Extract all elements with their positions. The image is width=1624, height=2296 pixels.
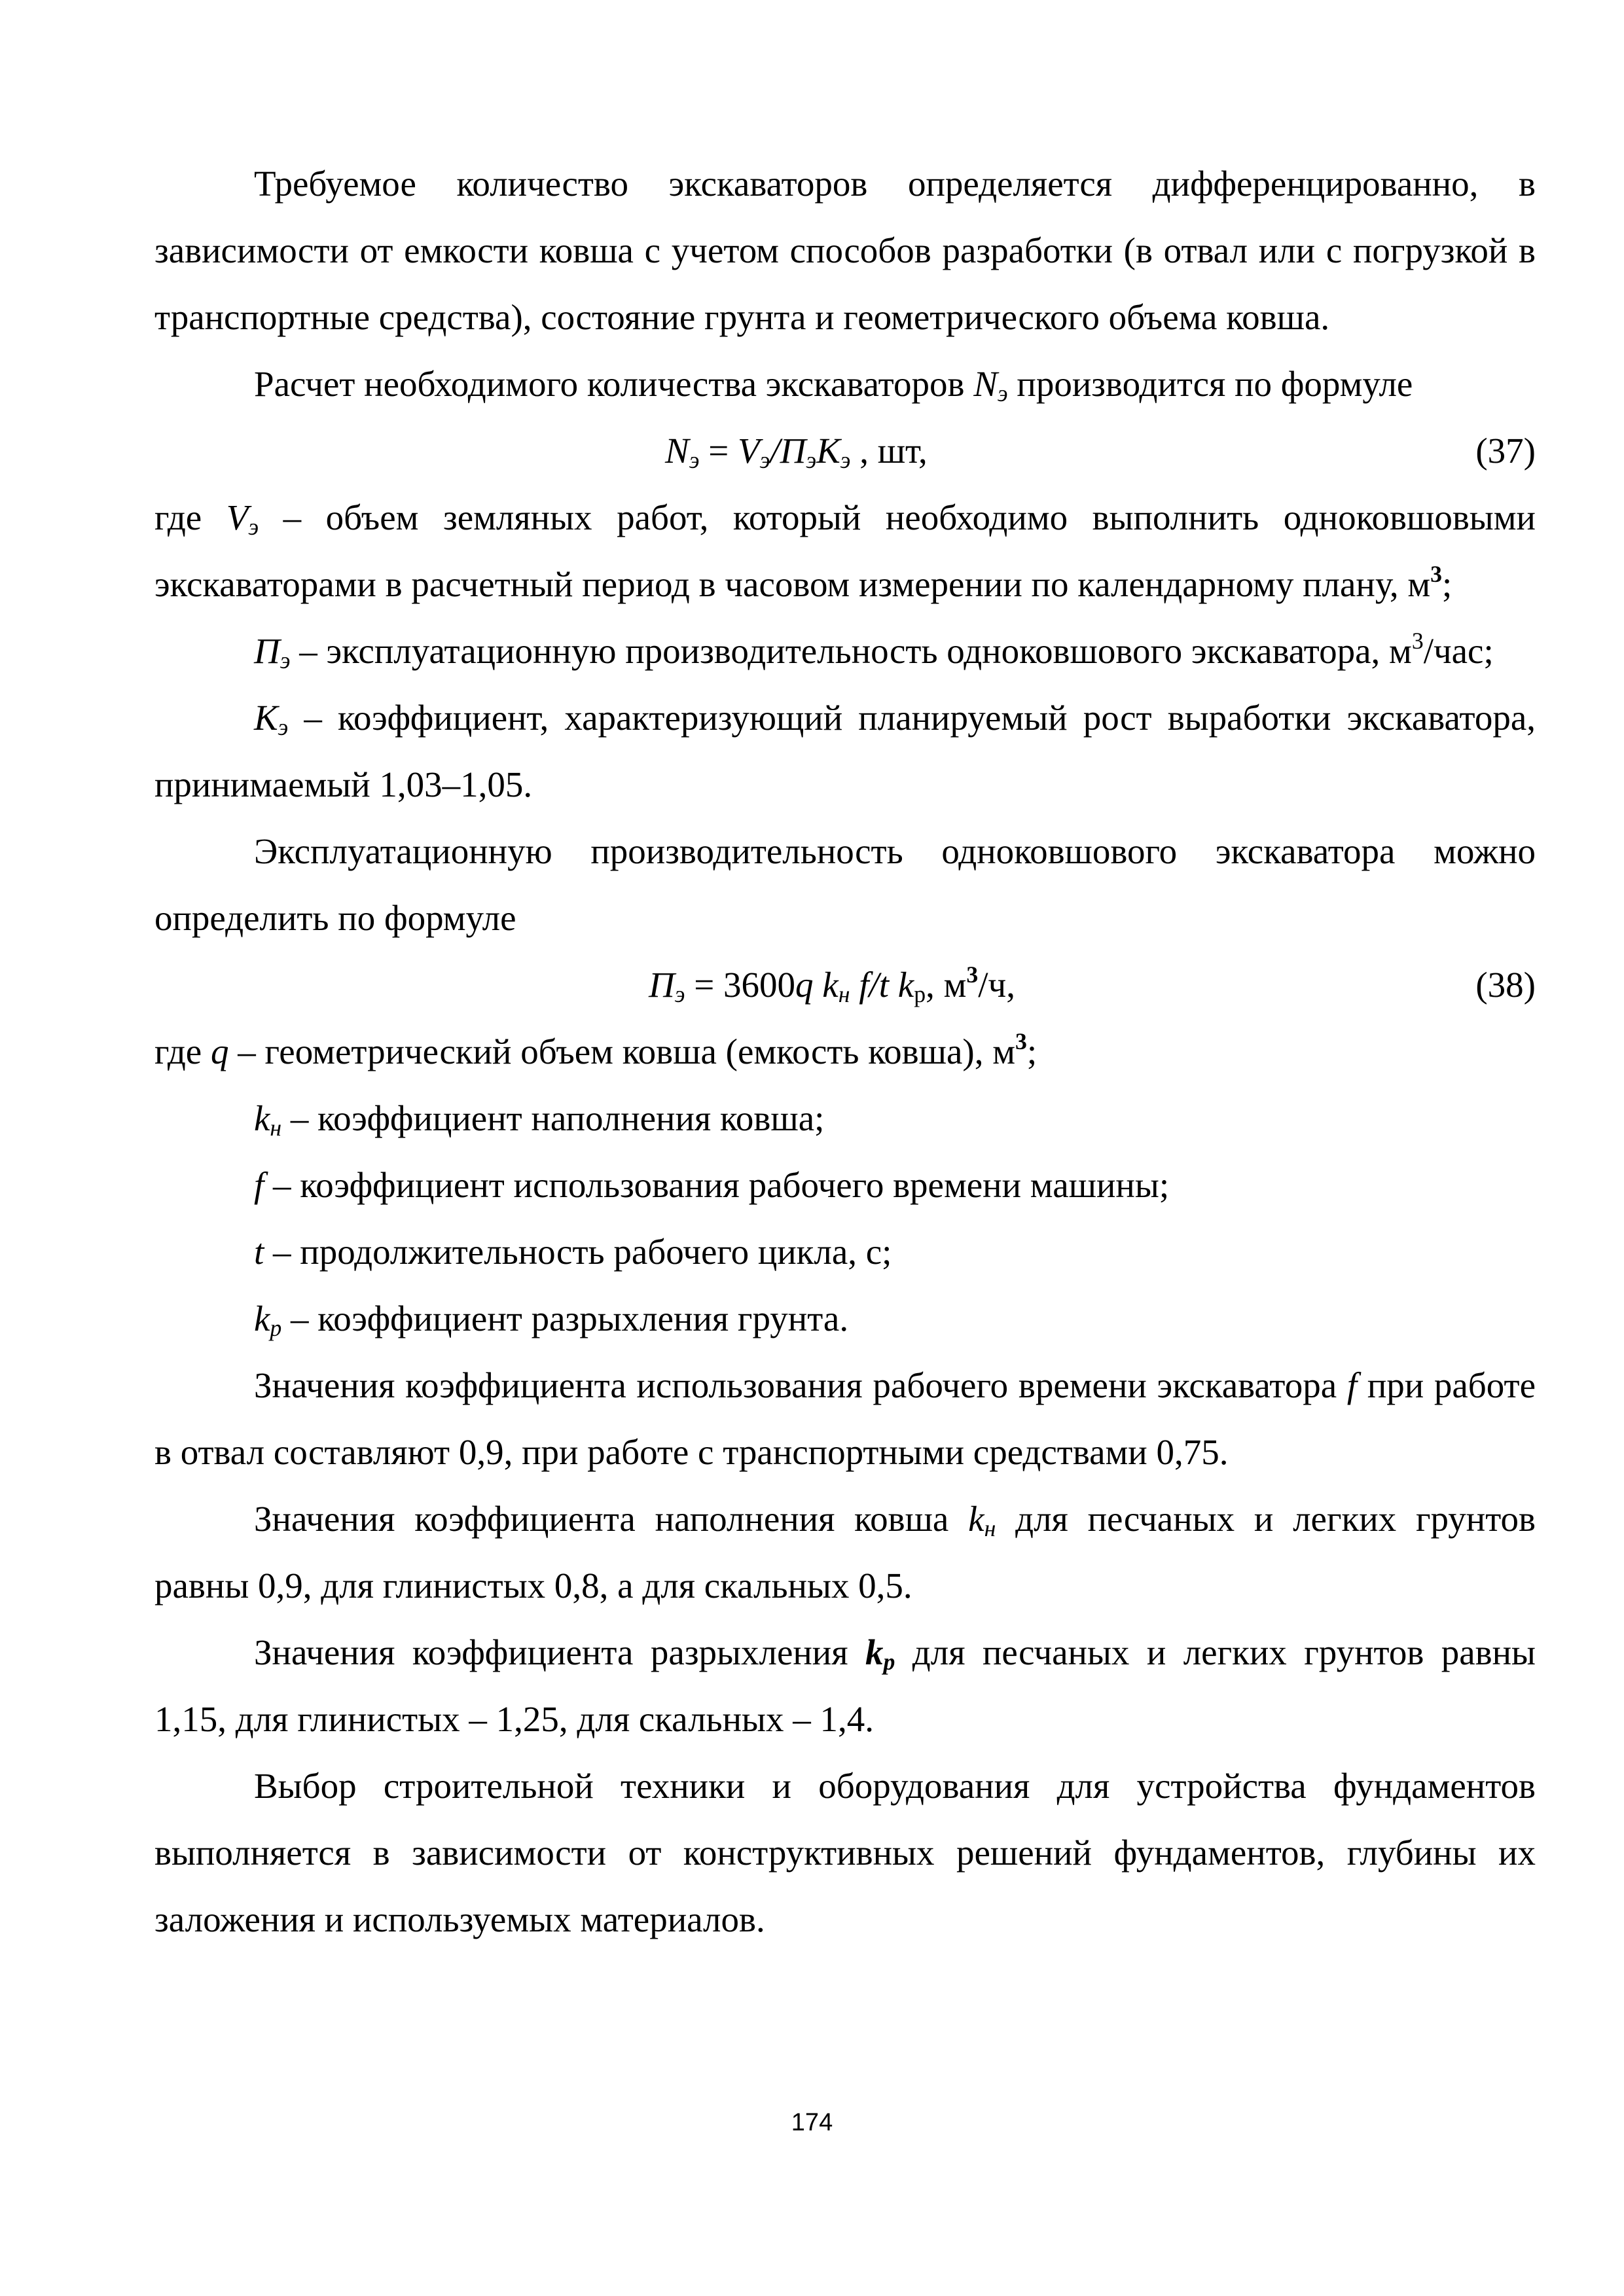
- definition-bucket-volume: где q – геометрический объем ковша (емкость ковша), $м^3$;: [154, 1028, 1038, 1071]
- formula-38: [154, 952, 1536, 1018]
- page-number: 174: [791, 2109, 833, 2136]
- paragraph-calc-intro: Расчет необходимого количества экскаваторов $N_э$ производится по формуле: [254, 364, 1413, 406]
- formula-37-expression: $N_э = V_э/П_эК_э$ , шт,: [665, 431, 928, 473]
- paragraph-fill-values: Значения коэффициента наполнения ковша $k_н$ для песчаных и легких грунтов равны 0,9, для глинистых 0,8, а для скальных 0,5.: [154, 1499, 1536, 1605]
- definition-volume: где $V_э$ – объем земляных работ, который необходимо выполнить одноковшовыми экскаваторами в расчетный период в часовом измерении по календарному плану, $м^3$;: [154, 497, 1536, 604]
- page-body: [154, 151, 1536, 1953]
- formula-38-expression: $П_э = 3600q$ $k_н$ f/t $k_р$, $м^3/ч$,: [649, 961, 1015, 1007]
- paragraph-time-usage-values: Значения коэффициента использования рабочего времени экскаватора f при работе в отвал составляют 0,9, при работе с транспортными средствами 0,75.: [154, 1365, 1536, 1472]
- equation-number-37: (37): [1475, 431, 1536, 471]
- equation-number-38: (38): [1475, 965, 1536, 1005]
- definition-fill-coefficient: $k_н$ – коэффициент наполнения ковша;: [254, 1098, 825, 1141]
- paragraph-loosening-values: Значения коэффициента разрыхления $k_р$ для песчаных и легких грунтов равны 1,15, для глинистых – 1,25, для скальных – 1,4.: [154, 1632, 1536, 1739]
- paragraph-foundation-equipment: Выбор строительной техники и оборудования для устройства фундаментов выполняется в зависимости от конструктивных решений фундаментов, глубины их заложения и используемых материалов.: [154, 1766, 1536, 1939]
- definition-cycle-duration: t – продолжительность рабочего цикла, с;: [254, 1232, 892, 1272]
- paragraph-excavator-count: Требуемое количество экскаваторов определяется дифференцированно, в зависимости от емкости ковша с учетом способов разработки (в отвал или с погрузкой в транспортные средства), состояние грунта и геометрического объема ковша.: [154, 164, 1536, 337]
- definition-loosening-coefficient: $k_р$ – коэффициент разрыхления грунта.: [254, 1299, 849, 1341]
- paragraph-productivity-intro: Эксплуатационную производительность одноковшового экскаватора можно определить по формуле: [154, 831, 1536, 938]
- var-n: $N_э$: [973, 364, 1008, 406]
- formula-37: [154, 418, 1536, 484]
- definition-growth-coefficient: $К_э$ – коэффициент, характеризующий планируемый рост выработки экскаватора, принимаемый 1,03–1,05.: [154, 698, 1536, 804]
- definition-productivity: $П_э$ – эксплуатационную производительность одноковшового экскаватора, $м^3$/час;: [254, 628, 1494, 673]
- definition-time-usage: f – коэффициент использования рабочего времени машины;: [254, 1165, 1170, 1205]
